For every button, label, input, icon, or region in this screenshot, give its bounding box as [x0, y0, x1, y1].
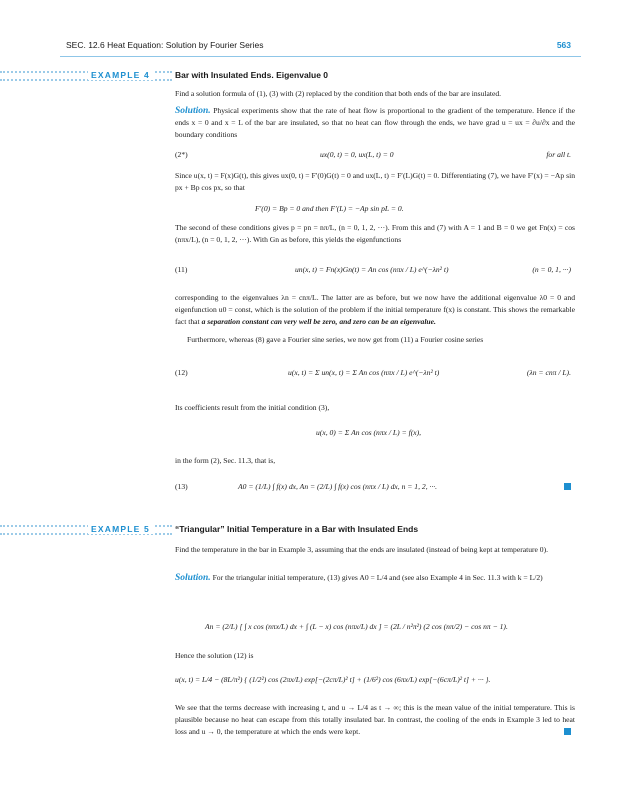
example4-label: EXAMPLE 4: [88, 70, 153, 80]
example5-intro: Find the temperature in the bar in Example 3, assuming that the ends are insulated (instead of being kept at temperature 0).: [175, 545, 549, 554]
equation-12: u(x, t) = Σ un(x, t) = Σ An cos (nπx / L) e^(−λn² t): [288, 368, 440, 377]
equation-13-label: (13): [175, 482, 188, 491]
equation-12-side: (λn = cnπ / L).: [526, 368, 571, 377]
solution-text: For the triangular initial temperature, (13) gives A0 = L/4 and (see also Example 4 in Sec. 11.3 with k = L/2): [212, 573, 543, 582]
form-paragraph: in the form (2), Sec. 11.3, that is,: [175, 456, 276, 465]
initial-condition-equation: u(x, 0) = Σ An cos (nπx / L) = f(x),: [316, 428, 422, 437]
equation-12-label: (12): [175, 368, 188, 377]
eigenvalue-paragraph: corresponding to the eigenvalues λn = cnπ/L. The latter are as before, but we now have the additional eigenvalue λ0 = 0 and eigenfunction u0 = const, which is the solution of the problem if the initial temperature f(x) is constant. This shows the remarkable fact that a separation constant can very well be zero, and zero can be an eigenvalue.: [175, 293, 575, 326]
solution-heading: Solution.: [175, 106, 211, 116]
condition-equation: F′(0) = Bp = 0 and then F′(L) = −Ap sin pL = 0.: [255, 204, 404, 213]
example5-label: EXAMPLE 5: [88, 524, 153, 534]
solution-heading: Solution.: [175, 573, 211, 583]
equation-11-label: (11): [175, 265, 188, 274]
further-paragraph: Furthermore, whereas (8) gave a Fourier sine series, we now get from (11) a Fourier cosine series: [187, 335, 484, 344]
example4-title: Bar with Insulated Ends. Eigenvalue 0: [175, 70, 329, 80]
final-paragraph: We see that the terms decrease with increasing t, and u → L/4 as t → ∞; this is the mean value of the initial temperature. This is plausible because no heat can escape from this totally insulated bar. In contrast, the cooling of the ends in Example 3 led to heat loss and u → 0, the temperature at which the ends were kept.: [175, 703, 575, 736]
example5-title: “Triangular” Initial Temperature in a Bar with Insulated Ends: [175, 524, 419, 534]
end-of-example-icon: [564, 483, 571, 490]
an-coefficient-equation: An = (2/L) [ ∫ x cos (nπx/L) dx + ∫ (L − x) cos (nπx/L) dx ] = (2L / n²π²) (2 cos (nπ/2) − cos nπ − 1).: [205, 622, 508, 631]
solution-equation: u(x, t) = L/4 − (8L/π²) { (1/2²) cos (2πx/L) exp[−(2cπ/L)² t] + (1/6²) cos (6πx/L) exp[−(6cπ/L)² t] + ··· }.: [175, 675, 491, 684]
solution-text: Physical experiments show that the rate of heat flow is proportional to the gradient of the temperature. Hence if the ends x = 0 and x = L of the bar are insulated, so that no heat can flow through the ends, we have grad u = ux = ∂u/∂x and the boundary conditions: [175, 106, 575, 139]
equation-2star-note: for all t.: [546, 150, 571, 159]
running-header: SEC. 12.6 Heat Equation: Solution by Fourier Series: [66, 40, 264, 50]
example4-solution-paragraph: [175, 105, 575, 141]
equation-11-range: (n = 0, 1, ···): [532, 265, 571, 274]
equation-13: A0 = (1/L) ∫ f(x) dx, An = (2/L) ∫ f(x) cos (nπx / L) dx, n = 1, 2, ···.: [238, 482, 438, 491]
since-paragraph: Since u(x, t) = F(x)G(t), this gives ux(0, t) = F′(0)G(t) = 0 and ux(L, t) = F′(L)G(t) = 0. Differentiating (7), we have F′(x) = −Ap sin px + Bp cos px, so that: [175, 171, 575, 192]
equation-2star: ux(0, t) = 0, ux(L, t) = 0: [320, 150, 394, 159]
second-condition-paragraph: The second of these conditions gives p = pn = nπ/L, (n = 0, 1, 2, ···). From this and (7) with A = 1 and B = 0 we get Fn(x) = cos (nπx/L), (n = 0, 1, 2, ···). With Gn as before, this yields the eigenfunctions: [175, 223, 575, 244]
example4-intro: Find a solution formula of (1), (3) with (2) replaced by the condition that both ends of the bar are insulated.: [175, 89, 502, 98]
equation-11: un(x, t) = Fn(x)Gn(t) = An cos (nπx / L) e^(−λn² t): [295, 265, 449, 274]
hence-paragraph: Hence the solution (12) is: [175, 651, 254, 660]
coefficient-paragraph: Its coefficients result from the initial condition (3),: [175, 403, 330, 412]
page-number: 563: [556, 40, 571, 50]
example5-solution-paragraph: [175, 572, 575, 584]
header-rule: [60, 56, 581, 57]
eigenvalue-emphasis: a separation constant can very well be zero, and zero can be an eigenvalue.: [201, 317, 436, 326]
equation-2star-label: (2*): [175, 150, 188, 159]
end-of-example-icon: [564, 728, 571, 735]
